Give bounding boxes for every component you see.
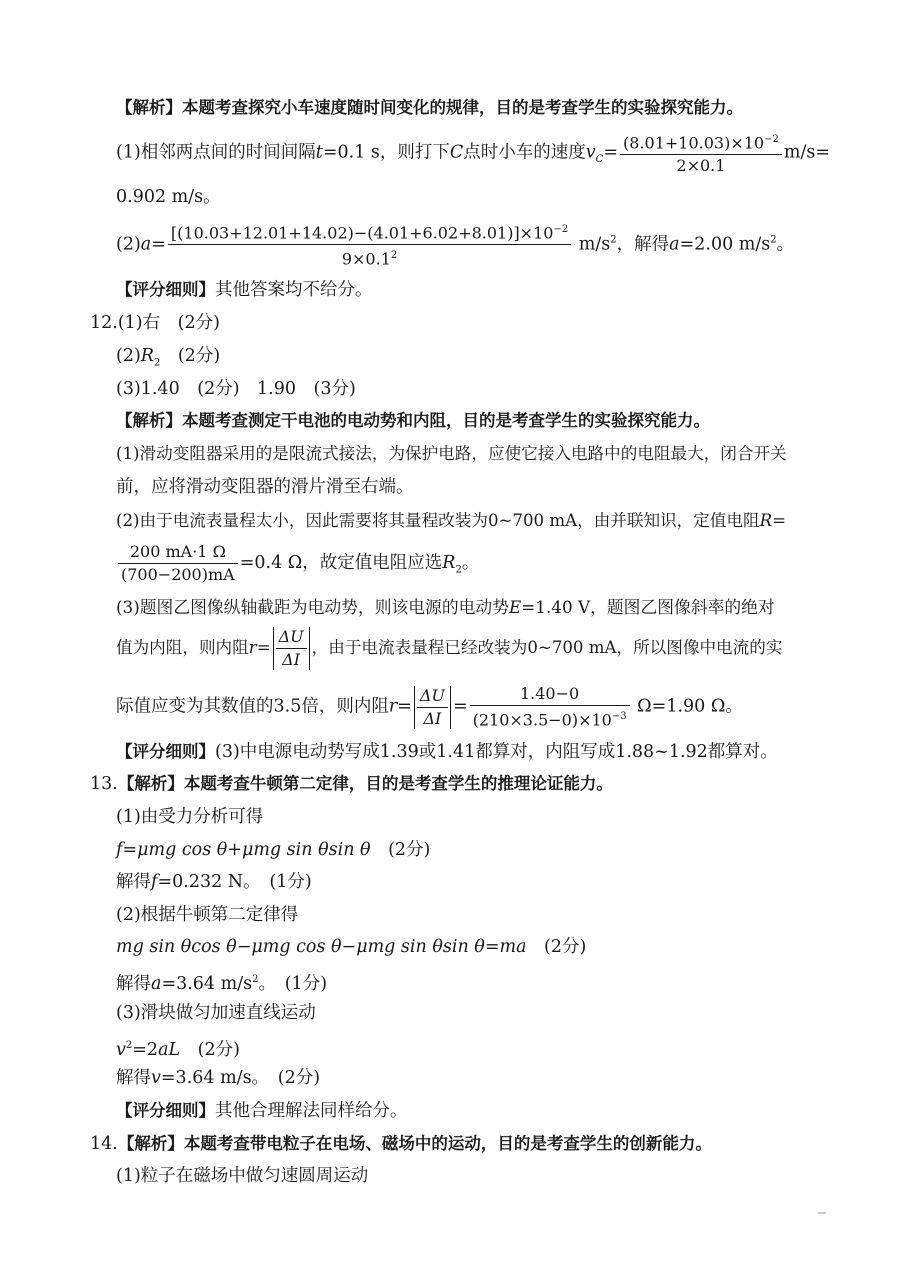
var-E: E	[508, 597, 522, 617]
q11-part2-line	[116, 220, 794, 270]
text: 解得	[116, 1068, 151, 1088]
analysis-tag: 【解析】	[116, 98, 182, 117]
text: =1.40 V，题图乙图像斜率的绝对	[521, 597, 775, 617]
scan-mark	[818, 1212, 826, 1214]
q12-part2-formula-line	[116, 542, 479, 585]
text: =	[397, 696, 412, 717]
text: (2分)	[160, 346, 221, 366]
var-C: C	[449, 142, 464, 163]
fraction	[276, 627, 307, 670]
text: 前，应将滑动变阻器的滑片滑至右端。	[116, 477, 414, 497]
var-R: R	[140, 346, 154, 366]
text: (1)由受力分析可得	[116, 807, 264, 827]
var-r: r	[388, 696, 398, 717]
text: (2)	[116, 346, 141, 366]
text: (3)1.40 (2分) 1.90 (3分)	[116, 379, 356, 399]
text: 。 (1分)	[258, 973, 328, 994]
text: =	[603, 142, 618, 163]
analysis-tag: 【解析】	[117, 1134, 184, 1153]
text: 。	[776, 234, 795, 255]
q13-result1-line	[116, 871, 312, 893]
text: ，由于电流表量程已经改装为0~700 mA，所以图像中电流的实	[311, 638, 783, 657]
text: Ω=1.90 Ω。	[637, 696, 743, 717]
exponent: 2	[770, 234, 777, 246]
var-a: a	[151, 973, 162, 994]
text: (3)滑块做匀加速直线运动	[116, 1003, 316, 1023]
text: (2)根据牛顿第二定律得	[116, 905, 299, 925]
text: =0.232 N。 (1分)	[157, 872, 312, 892]
text: 值为内阻，则内阻	[116, 638, 249, 657]
text: (2)由于电流表量程太小，因此需要将其量程改装为0~700 mA，由并联知识，定值电阻	[116, 511, 760, 530]
analysis-text: 本题考查带电粒子在电场、磁场中的运动，目的是考查学生的创新能力。	[183, 1134, 712, 1153]
text: =0.1 s，则打下	[322, 142, 450, 163]
q13-part3-line	[116, 1002, 316, 1024]
q13-formula2-line	[116, 936, 586, 958]
q13-result3-line	[116, 1067, 320, 1089]
q11-analysis-line	[116, 97, 743, 119]
text: =3.64 m/s	[161, 973, 253, 994]
subscript: 2	[455, 564, 462, 576]
scoring-tag: 【评分细则】	[116, 1101, 215, 1120]
q12-part1-cont-line	[116, 476, 414, 498]
denominator: (210×3.5−0)×10	[472, 710, 612, 730]
fraction	[620, 130, 782, 176]
q12-part3-r-line	[116, 627, 782, 670]
var-R: R	[759, 511, 773, 530]
text: 。	[461, 553, 480, 573]
q13-part2-line	[116, 904, 298, 926]
text: =	[772, 511, 787, 530]
text: m/s	[578, 234, 611, 255]
denominator: 2×0.1	[676, 156, 726, 176]
var-t: t	[315, 142, 323, 163]
q13-formula1-line	[116, 839, 430, 861]
q14-analysis-line	[90, 1133, 712, 1155]
analysis-text: 本题考查探究小车速度随时间变化的规律，目的是考查学生的实验探究能力。	[182, 98, 743, 117]
text: =	[452, 696, 468, 717]
scoring-tag: 【评分细则】	[116, 742, 215, 761]
question-number: 14.	[90, 1134, 118, 1154]
q13-part1-line	[116, 806, 263, 828]
exponent: 2	[125, 1040, 133, 1051]
text: (1)滑动变阻器采用的是限流式接法，为保护电路，应使它接入电路中的电阻最大，闭合开关	[116, 444, 787, 463]
numerator: ΔU	[417, 686, 448, 708]
q11-result-line	[116, 186, 221, 208]
text: =3.64 m/s。 (2分)	[160, 1068, 321, 1088]
exponent: 2	[252, 974, 259, 985]
q12-analysis-line	[116, 410, 710, 432]
text: 其他答案均不给分。	[215, 280, 373, 300]
q12-line1	[90, 312, 220, 334]
q11-part1-line	[116, 130, 830, 176]
text: =2	[132, 1039, 159, 1060]
exponent: 2	[610, 234, 617, 246]
q12-scoring-line	[116, 741, 778, 763]
score: (2分)	[526, 937, 587, 957]
subscript: 2	[153, 357, 161, 369]
scoring-tag: 【评分细则】	[116, 280, 215, 299]
text: m/s=	[783, 142, 830, 163]
text: 际值应变为其数值的3.5倍，则内阻	[116, 696, 389, 717]
var-v: v	[116, 1039, 126, 1060]
text: =	[256, 638, 271, 657]
analysis-text: 本题考查测定干电池的电动势和内阻，目的是考查学生的实验探究能力。	[182, 411, 710, 430]
analysis-text: 本题考查牛顿第二定律，目的是考查学生的推理论证能力。	[183, 774, 613, 793]
text: 点时小车的速度	[463, 142, 586, 163]
q12-part2-line	[116, 510, 786, 532]
q13-analysis-line	[90, 773, 613, 795]
q11-scoring-line	[116, 279, 373, 301]
var-a: a	[140, 234, 152, 255]
exponent: −3	[611, 711, 627, 722]
q12-part3-line	[116, 596, 775, 618]
fraction	[417, 686, 448, 729]
q12-line2	[116, 345, 220, 375]
numerator: [(10.03+12.01+14.02)−(4.01+6.02+8.01)]×10	[170, 223, 554, 243]
denominator: (700−200)mA	[121, 565, 235, 584]
q12-line3	[116, 378, 356, 400]
numerator: (8.01+10.03)×10	[623, 133, 765, 153]
denominator: ΔI	[282, 650, 301, 669]
text: (3)中电源电动势写成1.39或1.41都算对，内阻写成1.88~1.92都算对。	[215, 742, 778, 762]
score: (2分)	[180, 1039, 240, 1060]
denominator: ΔI	[423, 708, 442, 728]
fraction	[470, 684, 630, 730]
analysis-tag: 【解析】	[116, 411, 182, 430]
exponent: −2	[764, 134, 779, 145]
fraction	[118, 542, 238, 585]
text: 解得	[116, 872, 151, 892]
subscript: C	[595, 154, 604, 166]
text: 0.902 m/s。	[116, 187, 221, 207]
text: =0.4 Ω，故定值电阻应选	[239, 553, 443, 573]
text: (1)粒子在磁场中做匀速圆周运动	[116, 1166, 369, 1186]
var-aL: aL	[158, 1039, 181, 1060]
q13-formula3-line	[116, 1035, 240, 1061]
analysis-tag: 【解析】	[117, 774, 184, 793]
denominator: 9×0.1	[341, 249, 391, 269]
text: (1)相邻两点间的时间间隔	[116, 142, 316, 163]
var-a: a	[669, 234, 680, 255]
text: (2)	[116, 234, 141, 255]
question-number: 13.	[90, 774, 118, 794]
numerator: 1.40−0	[470, 684, 630, 706]
text: 其他合理解法同样给分。	[215, 1101, 408, 1121]
q13-result2-line	[116, 969, 327, 995]
var-v: v	[151, 1068, 161, 1088]
abs-value	[273, 627, 310, 670]
abs-value	[414, 686, 451, 729]
text: (3)题图乙图像纵轴截距为电动势，则该电源的电动势	[116, 597, 509, 617]
text: =	[151, 234, 166, 255]
var-v: v	[585, 142, 596, 163]
exponent: −2	[553, 224, 569, 235]
formula: f=μmg cos θ+μmg sin θsin θ	[116, 840, 371, 860]
numerator: 200 mA·1 Ω	[118, 542, 238, 564]
text: ，解得	[616, 234, 670, 255]
var-r: r	[248, 638, 257, 657]
score: (2分)	[370, 840, 431, 860]
var-f: f	[151, 872, 158, 892]
formula: mg sin θcos θ−μmg cos θ−μmg sin θsin θ=ma	[116, 937, 527, 957]
q12-part3-result-line	[116, 684, 743, 730]
text: 解得	[116, 973, 151, 994]
var-R: R	[442, 553, 456, 573]
text: 12.(1)右 (2分)	[90, 313, 220, 333]
text: =2.00 m/s	[679, 234, 771, 255]
fraction	[168, 220, 571, 270]
q13-scoring-line	[116, 1100, 408, 1122]
exponent: 2	[390, 250, 398, 262]
q14-part1-line	[116, 1165, 368, 1187]
numerator: ΔU	[276, 627, 307, 649]
q12-part1-line	[116, 443, 787, 465]
